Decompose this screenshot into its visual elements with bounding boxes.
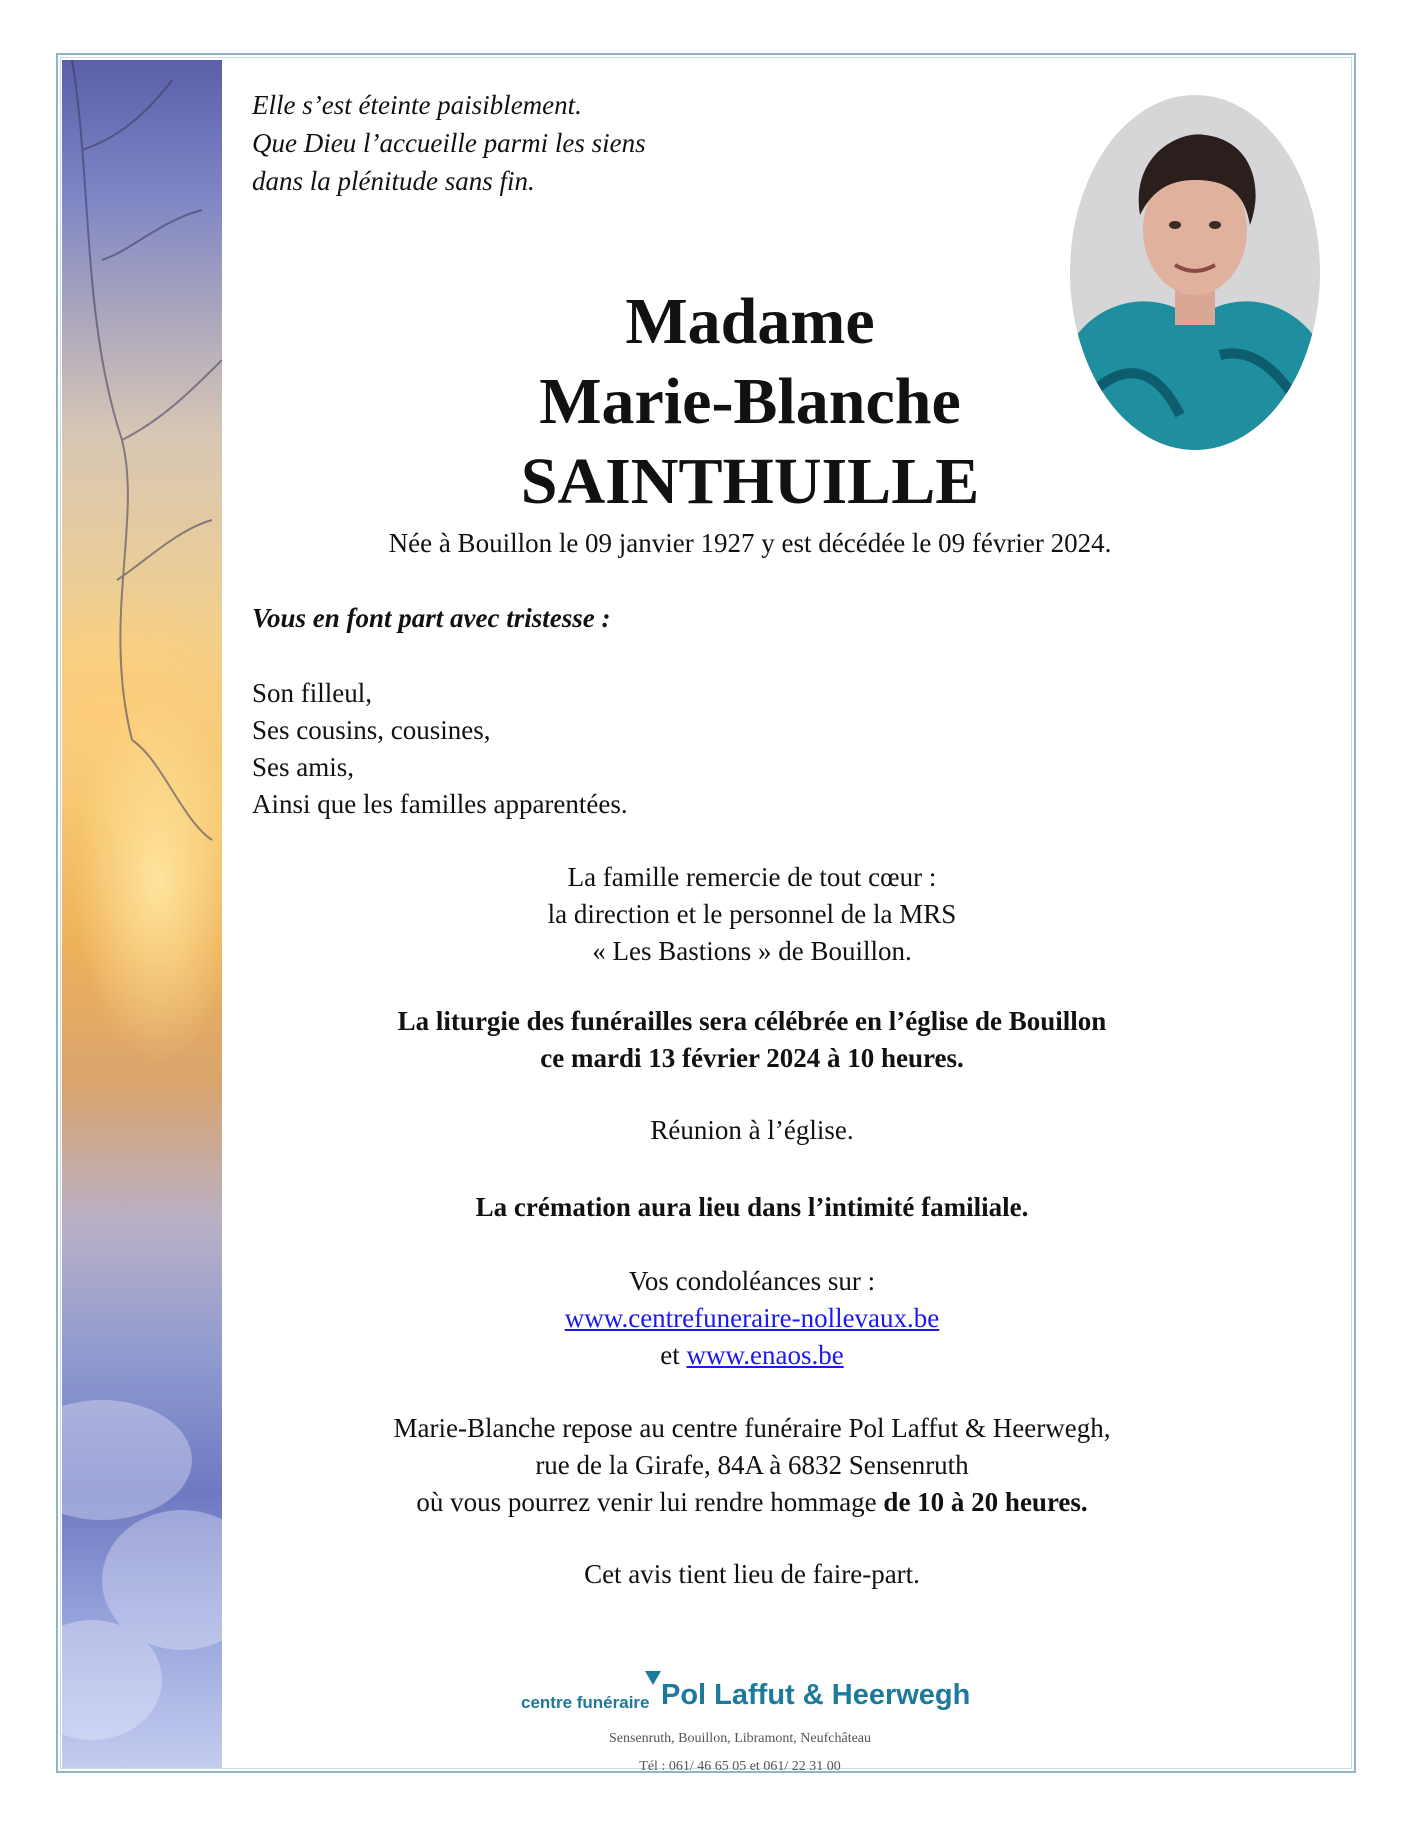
thanks-line: La famille remercie de tout cœur : — [567, 862, 937, 892]
funeral-home-logo — [521, 1665, 971, 1725]
condolences-block — [252, 1263, 1252, 1374]
family-item: Ainsi que les familles apparentées. — [252, 789, 628, 819]
first-name: Marie-Blanche — [539, 365, 961, 438]
announce-heading: Vous en font part avec tristesse : — [252, 603, 611, 633]
liturgy-block — [252, 1003, 1252, 1077]
thanks-line: la direction et le personnel de la MRS — [547, 899, 957, 929]
last-name: SAINTHUILLE — [520, 445, 980, 518]
reunion-line: Réunion à l’église. — [650, 1115, 854, 1145]
logo-triangle-icon — [645, 1671, 661, 1685]
repose-line: où vous pourrez venir lui rendre hommage — [416, 1487, 877, 1517]
logo-name: Pol Laffut & Heerwegh — [661, 1679, 971, 1711]
logo-locations: Sensenruth, Bouillon, Libramont, Neufchâteau — [608, 1731, 872, 1746]
liturgy-line: La liturgie des funérailles sera célébrée en l’église de Bouillon — [397, 1006, 1107, 1036]
poem-line: Elle s’est éteinte paisiblement. — [252, 90, 582, 120]
condolences-label: Vos condoléances sur : — [628, 1266, 876, 1296]
cremation-line: La crémation aura lieu dans l’intimité familiale. — [475, 1192, 1029, 1222]
condolences-and: et — [660, 1340, 680, 1370]
repose-block — [252, 1410, 1252, 1521]
family-list — [252, 675, 628, 823]
logo-small-text: centre funéraire — [521, 1693, 650, 1712]
family-item: Ses amis, — [252, 752, 355, 782]
frosted-branch-decoration — [62, 60, 222, 1768]
name-title: Madame — [625, 285, 875, 358]
logo-phone: Tél : 061/ 46 65 05 et 061/ 22 31 00 — [639, 1759, 841, 1774]
portrait-photo — [1070, 95, 1320, 450]
thanks-block — [252, 859, 1252, 970]
closing-line: Cet avis tient lieu de faire-part. — [584, 1559, 920, 1589]
condolences-link-nollevaux[interactable]: www.centrefuneraire-nollevaux.be — [564, 1303, 940, 1333]
visiting-hours: de 10 à 20 heures. — [883, 1487, 1088, 1517]
poem-line: dans la plénitude sans fin. — [252, 166, 535, 196]
family-item: Ses cousins, cousines, — [252, 715, 491, 745]
birth-death-line: Née à Bouillon le 09 janvier 1927 y est décédée le 09 février 2024. — [388, 528, 1112, 558]
opening-poem — [252, 86, 646, 200]
portrait-illustration — [1070, 95, 1320, 450]
family-item: Son filleul, — [252, 678, 372, 708]
condolences-link-enaos[interactable]: www.enaos.be — [686, 1340, 844, 1370]
poem-line: Que Dieu l’accueille parmi les siens — [252, 128, 646, 158]
repose-line: Marie-Blanche repose au centre funéraire Pol Laffut & Heerwegh, — [393, 1413, 1111, 1443]
liturgy-line: ce mardi 13 février 2024 à 10 heures. — [540, 1043, 964, 1073]
thanks-line: « Les Bastions » de Bouillon. — [592, 936, 912, 966]
repose-line: rue de la Girafe, 84A à 6832 Sensenruth — [535, 1450, 969, 1480]
